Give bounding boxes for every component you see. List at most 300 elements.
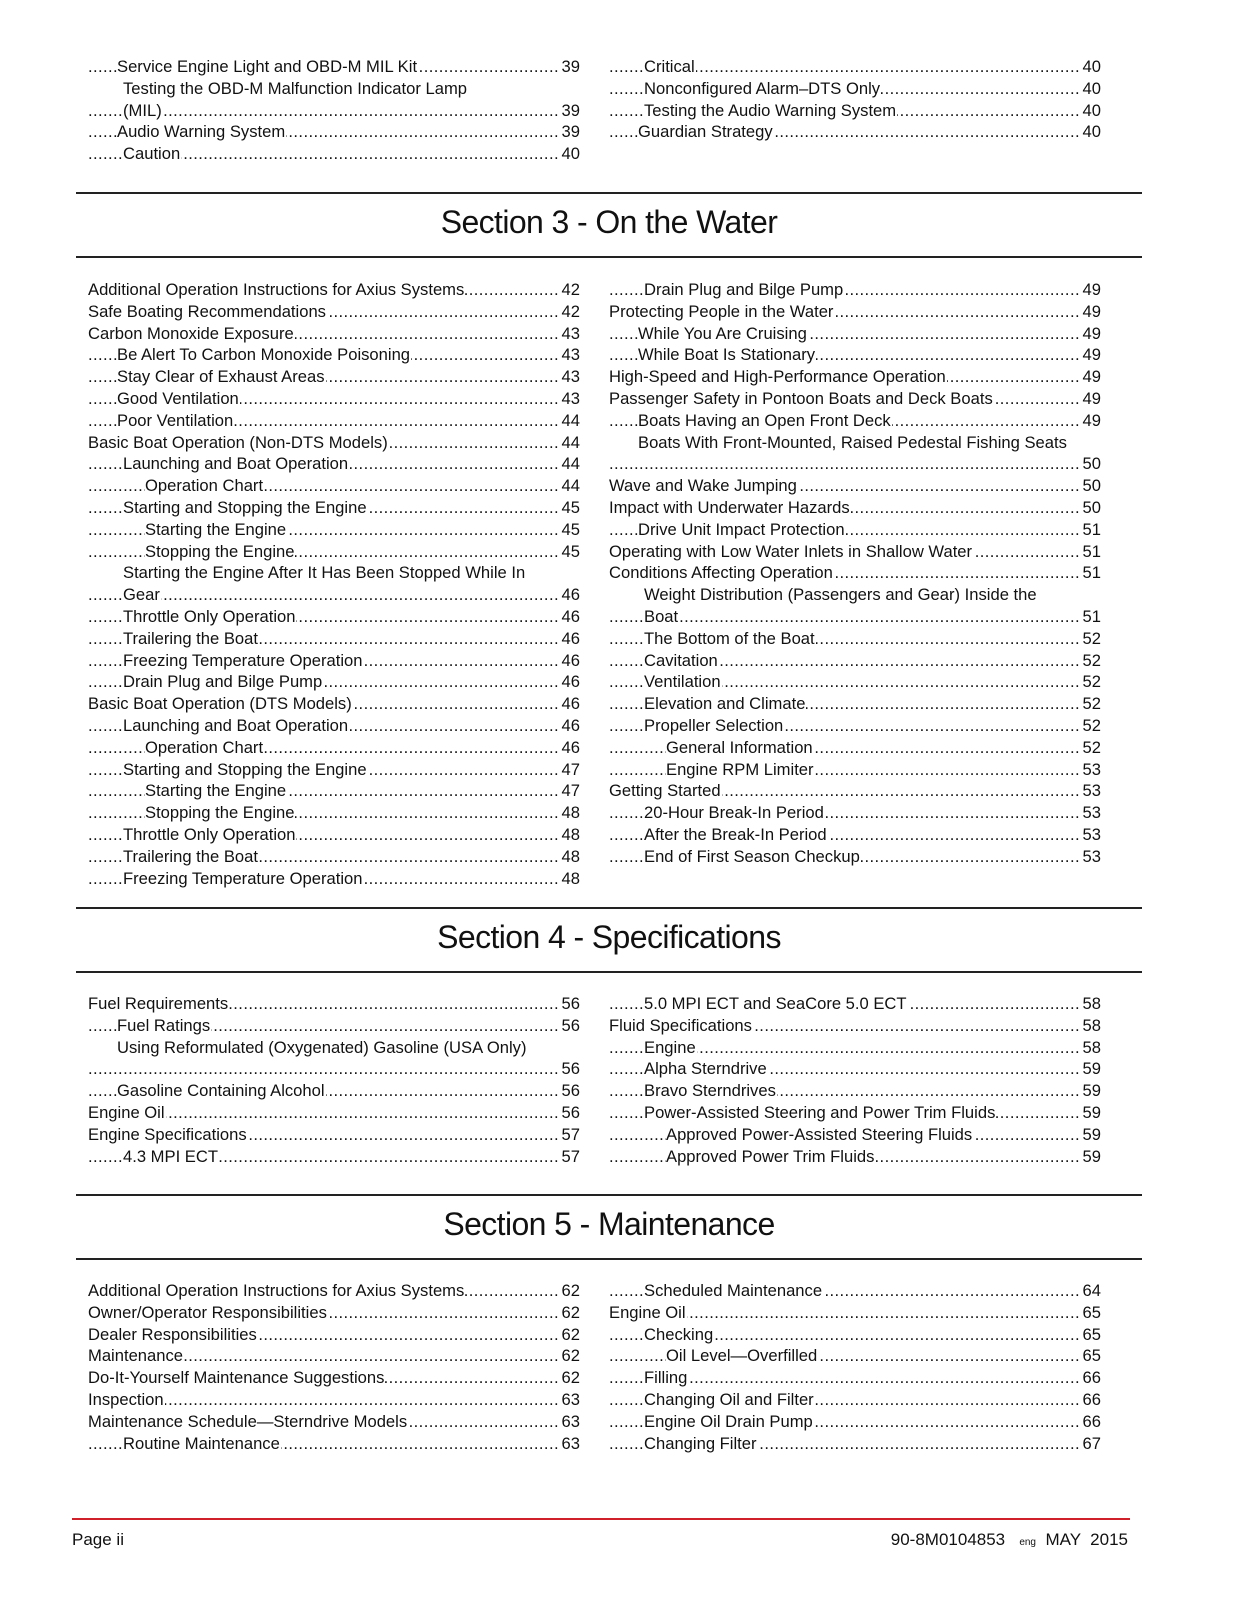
toc-entry-page: 66 xyxy=(1080,1367,1101,1389)
toc-entry-page: 52 xyxy=(1080,650,1101,672)
toc-entry[interactable] xyxy=(609,410,1101,432)
toc-entry-title: While You Are Cruising xyxy=(638,323,807,343)
toc-entry-page: 46 xyxy=(559,693,580,715)
toc-entry-page: 39 xyxy=(559,56,580,78)
toc-entry[interactable] xyxy=(609,846,1101,868)
toc-entry-title: Fuel Ratings xyxy=(117,1015,211,1035)
toc-entry[interactable] xyxy=(88,1324,580,1346)
toc-entry-title: Basic Boat Operation (DTS Models) xyxy=(88,694,352,714)
toc-entry-page: 59 xyxy=(1080,1146,1101,1168)
toc-entry-title: Owner/Operator Responsibilities xyxy=(88,1302,327,1322)
toc-entry[interactable] xyxy=(609,541,1101,563)
toc-entry-page: 43 xyxy=(559,323,580,345)
toc-entry-page: 56 xyxy=(559,1058,580,1080)
toc-entry-title: Using Reformulated (Oxygenated) Gasoline (USA Only) xyxy=(117,1037,527,1057)
toc-entry-title: Ventilation xyxy=(644,672,721,692)
toc-entry[interactable] xyxy=(609,1411,1101,1433)
toc-entry[interactable] xyxy=(88,824,580,846)
toc-entry[interactable] xyxy=(609,1124,1101,1146)
toc-entry[interactable] xyxy=(609,388,1101,410)
toc-entry[interactable] xyxy=(88,1058,580,1080)
toc-entry-title: Propeller Selection xyxy=(644,715,784,735)
toc-entry[interactable] xyxy=(609,1280,1101,1302)
footer-doc-info xyxy=(891,1529,1128,1554)
toc-entry[interactable] xyxy=(609,993,1101,1015)
toc-entry-title: Stopping the Engine xyxy=(145,803,295,823)
toc-entry-title: Oil Level—Overfilled xyxy=(666,1346,818,1366)
section-4-top-rule xyxy=(76,907,1142,909)
toc-entry[interactable] xyxy=(88,121,580,143)
toc-entry[interactable] xyxy=(609,1080,1101,1102)
toc-entry[interactable] xyxy=(88,1433,580,1455)
toc-entry-title: Dealer Responsibilities xyxy=(88,1324,257,1344)
toc-entry[interactable] xyxy=(88,100,580,122)
toc-entry[interactable] xyxy=(88,715,580,737)
toc-entry-page: 50 xyxy=(1080,497,1101,519)
toc-entry[interactable] xyxy=(88,519,580,541)
toc-entry-page: 49 xyxy=(1080,279,1101,301)
toc-entry[interactable] xyxy=(609,693,1101,715)
toc-entry[interactable] xyxy=(609,1037,1101,1059)
toc-entry-title: After the Break-In Period xyxy=(644,824,827,844)
toc-entry-title: High-Speed and High-Performance Operation xyxy=(609,367,946,387)
toc-entry-page: 46 xyxy=(559,650,580,672)
toc-entry-page: 59 xyxy=(1080,1124,1101,1146)
toc-entry-title: End of First Season Checkup xyxy=(644,846,860,866)
toc-entry-page: 58 xyxy=(1080,1037,1101,1059)
toc-entry[interactable] xyxy=(609,671,1101,693)
toc-entry[interactable] xyxy=(609,519,1101,541)
toc-entry-title: 5.0 MPI ECT and SeaCore 5.0 ECT xyxy=(644,994,907,1013)
toc-entry[interactable] xyxy=(609,497,1101,519)
toc-entry-title: Good Ventilation xyxy=(117,388,239,408)
toc-entry-page: 46 xyxy=(559,671,580,693)
toc-entry-title: Operation Chart xyxy=(145,737,264,757)
toc-entry-title: Boat xyxy=(644,606,679,626)
toc-entry-page: 53 xyxy=(1080,802,1101,824)
toc-entry-page: 66 xyxy=(1080,1411,1101,1433)
toc-entry-title: Boats Having an Open Front Deck xyxy=(638,410,891,430)
toc-entry-title: Getting Started xyxy=(609,781,721,801)
toc-top-right-column xyxy=(609,56,1101,143)
toc-entry[interactable] xyxy=(609,759,1101,781)
toc-entry-page: 39 xyxy=(559,121,580,143)
toc-entry-page: 62 xyxy=(559,1280,580,1302)
toc-entry[interactable] xyxy=(609,301,1101,323)
toc-entry-page: 51 xyxy=(1080,519,1101,541)
toc-entry-title: Freezing Temperature Operation xyxy=(123,868,363,888)
toc-entry-title: Do-It-Yourself Maintenance Suggestions xyxy=(88,1368,385,1388)
toc-entry[interactable] xyxy=(609,824,1101,846)
toc-entry[interactable] xyxy=(88,759,580,781)
toc-entry-title: Conditions Affecting Operation xyxy=(609,563,833,583)
toc-entry[interactable] xyxy=(88,143,580,165)
toc-entry-page: 49 xyxy=(1080,301,1101,323)
toc-entry[interactable] xyxy=(88,693,580,715)
toc-entry[interactable] xyxy=(88,780,580,802)
toc-entry[interactable] xyxy=(609,1146,1101,1168)
toc-entry-page: 50 xyxy=(1080,453,1101,475)
toc-entry-page: 63 xyxy=(559,1411,580,1433)
toc-entry[interactable] xyxy=(609,1102,1101,1124)
toc-entry-title: Engine Specifications xyxy=(88,1124,247,1144)
toc-entry-title: Alpha Sterndrive xyxy=(644,1059,767,1079)
toc-entry-title: Launching and Boat Operation xyxy=(123,454,349,474)
toc-entry-page: 49 xyxy=(1080,344,1101,366)
toc-entry[interactable] xyxy=(88,562,580,584)
toc-entry-title: 4.3 MPI ECT xyxy=(123,1146,218,1166)
toc-entry-page: 40 xyxy=(1080,121,1101,143)
toc-entry-page: 53 xyxy=(1080,824,1101,846)
footer-doc-number: 90-8M0104853 xyxy=(890,1530,1006,1549)
toc-entry-page: 40 xyxy=(1080,78,1101,100)
toc-entry-page: 53 xyxy=(1080,846,1101,868)
toc-entry-page: 45 xyxy=(559,541,580,563)
toc-entry[interactable] xyxy=(609,344,1101,366)
section-3-bottom-rule xyxy=(76,256,1142,258)
toc-entry[interactable] xyxy=(609,279,1101,301)
toc-entry-page: 53 xyxy=(1080,759,1101,781)
toc-entry[interactable] xyxy=(609,1302,1101,1324)
toc-entry-title: Impact with Underwater Hazards xyxy=(609,497,850,517)
toc-entry[interactable] xyxy=(609,1324,1101,1346)
toc-entry[interactable] xyxy=(609,1433,1101,1455)
toc-entry[interactable] xyxy=(609,562,1101,584)
toc-entry-title: Starting the Engine xyxy=(145,519,287,539)
section-4-title: Section 4 - Specifications xyxy=(437,919,781,955)
toc-entry-title: Poor Ventilation xyxy=(117,410,234,430)
toc-entry[interactable] xyxy=(609,802,1101,824)
toc-entry-title: Gasoline Containing Alcohol xyxy=(117,1081,325,1101)
toc-entry-page: 53 xyxy=(1080,780,1101,802)
toc-entry-page: 46 xyxy=(559,628,580,650)
toc-entry-title: Drive Unit Impact Protection xyxy=(638,519,845,539)
section-5-title: Section 5 - Maintenance xyxy=(443,1206,775,1242)
section-3-left-column xyxy=(88,279,580,889)
toc-entry-title: Bravo Sterndrives xyxy=(644,1081,776,1101)
toc-entry[interactable] xyxy=(88,1389,580,1411)
toc-entry[interactable] xyxy=(88,1280,580,1302)
toc-entry-page: 57 xyxy=(559,1124,580,1146)
toc-entry[interactable] xyxy=(88,541,580,563)
toc-entry-title: Operation Chart xyxy=(145,476,264,496)
toc-entry-title: Approved Power Trim Fluids xyxy=(666,1146,875,1166)
toc-entry[interactable] xyxy=(88,628,580,650)
toc-entry-title: Trailering the Boat xyxy=(123,628,258,648)
section-5-right-column xyxy=(609,1280,1101,1454)
toc-entry-title: While Boat Is Stationary xyxy=(638,345,816,365)
toc-entry-page: 65 xyxy=(1080,1324,1101,1346)
toc-entry-page: 39 xyxy=(559,100,580,122)
toc-entry-page: 65 xyxy=(1080,1302,1101,1324)
toc-entry-title: Trailering the Boat xyxy=(123,846,258,866)
toc-entry-title: Drain Plug and Bilge Pump xyxy=(644,280,844,299)
toc-entry-page: 51 xyxy=(1080,606,1101,628)
toc-entry-title: Service Engine Light and OBD-M MIL Kit xyxy=(117,57,418,76)
toc-entry-page: 58 xyxy=(1080,993,1101,1015)
toc-entry-page: 44 xyxy=(559,410,580,432)
toc-entry[interactable] xyxy=(609,475,1101,497)
section-3-top-rule xyxy=(76,192,1142,194)
toc-entry[interactable] xyxy=(88,671,580,693)
toc-entry-page: 43 xyxy=(559,366,580,388)
toc-entry-title: Operating with Low Water Inlets in Shallow Water xyxy=(609,541,973,561)
toc-entry-page: 62 xyxy=(559,1367,580,1389)
toc-entry-page: 63 xyxy=(559,1389,580,1411)
footer-rule xyxy=(72,1518,1130,1520)
toc-entry[interactable] xyxy=(88,1102,580,1124)
toc-entry[interactable] xyxy=(88,323,580,345)
toc-entry-title: The Bottom of the Boat xyxy=(644,628,815,648)
toc-entry-page: 44 xyxy=(559,432,580,454)
toc-entry-title: Throttle Only Operation xyxy=(123,824,296,844)
toc-entry[interactable] xyxy=(88,1411,580,1433)
toc-entry-page: 49 xyxy=(1080,410,1101,432)
toc-entry-page: 56 xyxy=(559,1015,580,1037)
toc-entry[interactable] xyxy=(88,606,580,628)
toc-entry-title: Launching and Boat Operation xyxy=(123,715,349,735)
toc-entry-title: Carbon Monoxide Exposure xyxy=(88,323,294,343)
toc-entry-page: 64 xyxy=(1080,1280,1101,1302)
toc-entry-title: Cavitation xyxy=(644,650,718,670)
toc-entry-page: 42 xyxy=(559,279,580,301)
toc-entry-title: General Information xyxy=(666,737,813,757)
toc-entry-page: 63 xyxy=(559,1433,580,1455)
toc-entry-page: 40 xyxy=(1080,56,1101,78)
toc-entry[interactable] xyxy=(88,78,580,100)
toc-entry-page: 62 xyxy=(559,1324,580,1346)
toc-entry-title: Routine Maintenance xyxy=(123,1433,280,1453)
footer-page-label: Page ii xyxy=(72,1530,124,1549)
toc-entry-page: 44 xyxy=(559,453,580,475)
toc-entry[interactable] xyxy=(88,388,580,410)
toc-entry-title: Engine Oil xyxy=(88,1102,165,1122)
toc-entry[interactable] xyxy=(609,628,1101,650)
section-5-top-rule xyxy=(76,1194,1142,1196)
toc-entry[interactable] xyxy=(609,1015,1101,1037)
toc-entry[interactable] xyxy=(88,279,580,301)
toc-entry-title: Additional Operation Instructions for Axius Systems xyxy=(88,280,465,299)
toc-entry-title: Maintenance xyxy=(88,1346,184,1366)
toc-entry-title: Wave and Wake Jumping xyxy=(609,476,797,496)
toc-entry-page: 48 xyxy=(559,846,580,868)
toc-entry[interactable] xyxy=(609,780,1101,802)
toc-entry-page: 48 xyxy=(559,802,580,824)
toc-entry-title: Engine xyxy=(644,1037,696,1057)
toc-entry-title: Safe Boating Recommendations xyxy=(88,301,326,321)
toc-entry-page: 62 xyxy=(559,1302,580,1324)
toc-entry-page: 51 xyxy=(1080,541,1101,563)
toc-entry[interactable] xyxy=(88,1015,580,1037)
toc-entry-title: Basic Boat Operation (Non-DTS Models) xyxy=(88,432,388,452)
toc-entry[interactable] xyxy=(88,1345,580,1367)
toc-entry-page: 46 xyxy=(559,737,580,759)
toc-entry[interactable] xyxy=(88,846,580,868)
toc-entry-title: Power-Assisted Steering and Power Trim Fluids xyxy=(644,1102,996,1122)
toc-entry-title: Boats With Front-Mounted, Raised Pedestal Fishing Seats xyxy=(638,432,1067,452)
toc-entry-page: 46 xyxy=(559,584,580,606)
toc-entry-page: 49 xyxy=(1080,323,1101,345)
toc-entry-title: Be Alert To Carbon Monoxide Poisoning xyxy=(117,345,411,365)
toc-entry-title: Approved Power-Assisted Steering Fluids xyxy=(666,1124,973,1144)
toc-entry-page: 65 xyxy=(1080,1345,1101,1367)
toc-entry-page: 52 xyxy=(1080,715,1101,737)
toc-entry[interactable] xyxy=(88,366,580,388)
section-3-right-column xyxy=(609,279,1101,868)
toc-entry-page: 56 xyxy=(559,993,580,1015)
toc-entry-page: 47 xyxy=(559,780,580,802)
toc-entry[interactable] xyxy=(609,453,1101,475)
toc-entry-title: Fuel Requirements xyxy=(88,994,229,1013)
toc-entry[interactable] xyxy=(88,993,580,1015)
toc-entry-page: 45 xyxy=(559,519,580,541)
toc-entry-title: Testing the Audio Warning System xyxy=(644,100,897,120)
toc-entry-page: 57 xyxy=(559,1146,580,1168)
toc-entry-title: Freezing Temperature Operation xyxy=(123,650,363,670)
section-5-left-column xyxy=(88,1280,580,1454)
section-4-right-column xyxy=(609,993,1101,1167)
toc-entry[interactable] xyxy=(88,410,580,432)
toc-entry-page: 67 xyxy=(1080,1433,1101,1455)
toc-entry[interactable] xyxy=(88,1302,580,1324)
toc-entry[interactable] xyxy=(88,453,580,475)
toc-entry-title: Starting the Engine xyxy=(145,781,287,801)
toc-entry[interactable] xyxy=(88,1080,580,1102)
toc-entry-page: 49 xyxy=(1080,388,1101,410)
toc-entry-page: 40 xyxy=(1080,100,1101,122)
toc-entry-page: 46 xyxy=(559,606,580,628)
toc-entry[interactable] xyxy=(609,366,1101,388)
toc-entry[interactable] xyxy=(88,1124,580,1146)
toc-entry-page: 49 xyxy=(1080,366,1101,388)
toc-entry[interactable] xyxy=(609,715,1101,737)
toc-entry[interactable] xyxy=(609,323,1101,345)
toc-entry-title: Critical xyxy=(644,57,695,76)
toc-entry[interactable] xyxy=(88,56,580,78)
footer-date: MAY 2015 xyxy=(1045,1530,1128,1549)
section-4-bottom-rule xyxy=(76,971,1142,973)
toc-entry[interactable] xyxy=(88,650,580,672)
toc-entry-title: Inspection xyxy=(88,1389,164,1409)
toc-entry[interactable] xyxy=(609,650,1101,672)
toc-entry[interactable] xyxy=(609,100,1101,122)
toc-entry[interactable] xyxy=(88,475,580,497)
toc-entry[interactable] xyxy=(88,1367,580,1389)
toc-entry-page: 56 xyxy=(559,1102,580,1124)
toc-entry-title: Drain Plug and Bilge Pump xyxy=(123,672,323,692)
toc-entry-title: Scheduled Maintenance xyxy=(644,1281,823,1300)
toc-entry[interactable] xyxy=(88,1146,580,1168)
toc-entry-page: 43 xyxy=(559,388,580,410)
toc-entry-title: Stay Clear of Exhaust Areas xyxy=(117,367,325,387)
toc-entry-title: Protecting People in the Water xyxy=(609,301,834,321)
toc-entry-title: Stopping the Engine xyxy=(145,541,295,561)
toc-entry-page: 51 xyxy=(1080,562,1101,584)
toc-entry[interactable] xyxy=(609,432,1101,454)
toc-entry-title: Checking xyxy=(644,1324,714,1344)
toc-entry-title: Starting and Stopping the Engine xyxy=(123,497,367,517)
toc-top-left-column xyxy=(88,56,580,165)
toc-entry-page: 50 xyxy=(1080,475,1101,497)
toc-entry-title: Starting the Engine After It Has Been Stopped While In xyxy=(123,563,526,583)
footer-lang: eng xyxy=(1019,1537,1036,1548)
toc-entry-page: 66 xyxy=(1080,1389,1101,1411)
toc-entry[interactable] xyxy=(88,344,580,366)
toc-entry-title: (MIL) xyxy=(123,100,162,120)
toc-entry[interactable] xyxy=(609,1367,1101,1389)
toc-entry-title: Weight Distribution (Passengers and Gear) Inside the xyxy=(644,585,1037,605)
toc-entry[interactable] xyxy=(609,1058,1101,1080)
toc-entry-title: Changing Oil and Filter xyxy=(644,1389,814,1409)
toc-entry-title: Caution xyxy=(123,144,181,164)
toc-entry-page: 48 xyxy=(559,868,580,890)
toc-entry[interactable] xyxy=(88,868,580,890)
toc-entry[interactable] xyxy=(609,1389,1101,1411)
toc-entry-page: 48 xyxy=(559,824,580,846)
toc-entry-page: 43 xyxy=(559,344,580,366)
toc-entry-title: Changing Filter xyxy=(644,1433,757,1453)
toc-entry-page: 44 xyxy=(559,475,580,497)
toc-entry[interactable] xyxy=(609,606,1101,628)
toc-entry-page: 47 xyxy=(559,759,580,781)
toc-entry-title: Passenger Safety in Pontoon Boats and Deck Boats xyxy=(609,388,993,408)
toc-entry[interactable] xyxy=(609,584,1101,606)
toc-entry-page: 62 xyxy=(559,1345,580,1367)
toc-entry-title: Starting and Stopping the Engine xyxy=(123,759,367,779)
toc-entry[interactable] xyxy=(88,737,580,759)
toc-entry-page: 52 xyxy=(1080,671,1101,693)
toc-entry-page: 58 xyxy=(1080,1015,1101,1037)
toc-entry-title: Engine Oil Drain Pump xyxy=(644,1411,813,1431)
toc-entry[interactable] xyxy=(609,1345,1101,1367)
toc-entry-page: 45 xyxy=(559,497,580,519)
toc-entry[interactable] xyxy=(88,802,580,824)
toc-entry-title: Fluid Specifications xyxy=(609,1015,752,1035)
toc-entry-page: 42 xyxy=(559,301,580,323)
toc-entry[interactable] xyxy=(88,584,580,606)
toc-entry-title: Filling xyxy=(644,1368,688,1388)
toc-entry-title: Gear xyxy=(123,585,160,605)
toc-entry-title: Guardian Strategy xyxy=(638,122,773,142)
toc-entry-page: 46 xyxy=(559,715,580,737)
toc-entry-page: 56 xyxy=(559,1080,580,1102)
toc-entry-title: Engine RPM Limiter xyxy=(666,759,814,779)
toc-entry[interactable] xyxy=(88,432,580,454)
section-4-left-column xyxy=(88,993,580,1167)
toc-entry-title: Throttle Only Operation xyxy=(123,606,296,626)
toc-entry-page: 59 xyxy=(1080,1102,1101,1124)
toc-entry-title: Nonconfigured Alarm–DTS Only xyxy=(644,78,881,98)
toc-entry[interactable] xyxy=(609,121,1101,143)
toc-entry-page: 59 xyxy=(1080,1080,1101,1102)
toc-entry-page: 52 xyxy=(1080,737,1101,759)
toc-entry[interactable] xyxy=(88,497,580,519)
toc-entry[interactable] xyxy=(609,56,1101,78)
toc-entry-title: Engine Oil xyxy=(609,1302,686,1322)
toc-entry[interactable] xyxy=(88,301,580,323)
toc-entry-page: 52 xyxy=(1080,628,1101,650)
toc-entry-title: Additional Operation Instructions for Axius Systems xyxy=(88,1281,465,1300)
toc-entry[interactable] xyxy=(88,1037,580,1059)
section-5-bottom-rule xyxy=(76,1258,1142,1260)
section-3-title: Section 3 - On the Water xyxy=(440,204,778,240)
toc-entry-title: 20-Hour Break-In Period xyxy=(644,803,824,823)
toc-entry[interactable] xyxy=(609,737,1101,759)
toc-entry-title: Maintenance Schedule—Sterndrive Models xyxy=(88,1411,408,1431)
toc-entry-page: 52 xyxy=(1080,693,1101,715)
toc-entry-title: Testing the OBD-M Malfunction Indicator Lamp xyxy=(123,78,468,98)
toc-entry[interactable] xyxy=(609,78,1101,100)
